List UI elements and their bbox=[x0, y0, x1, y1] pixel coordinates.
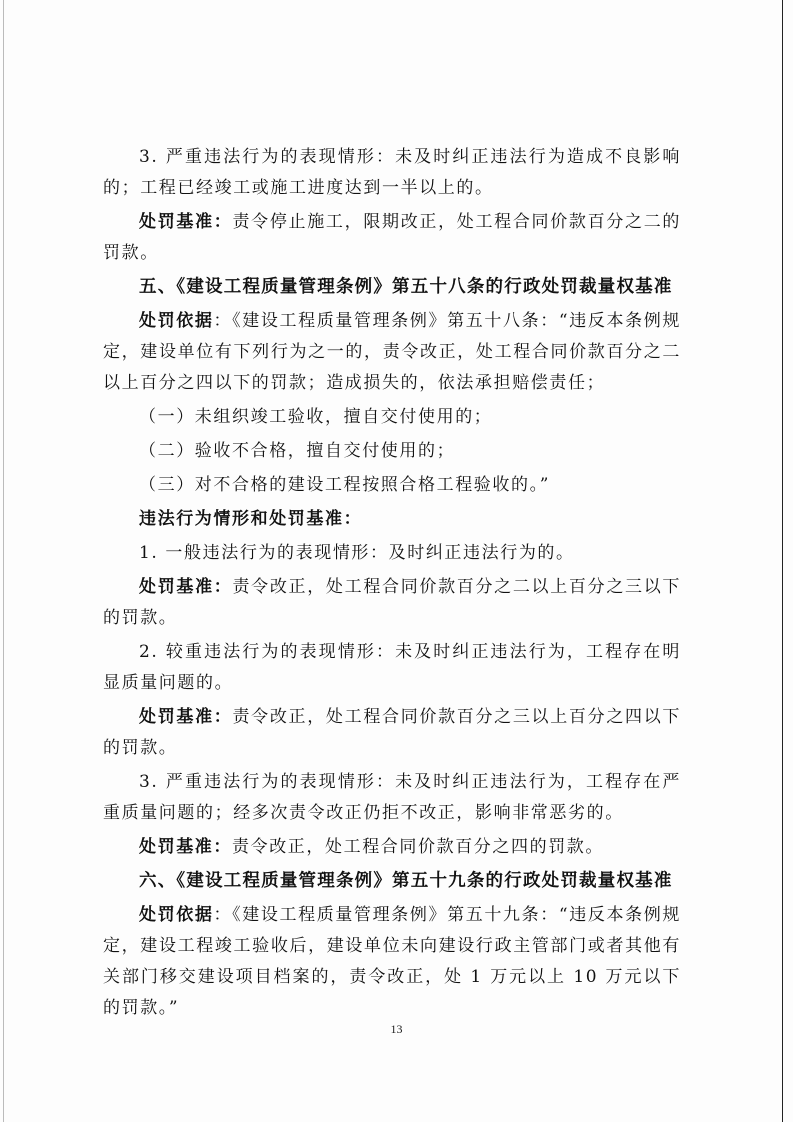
document-body bbox=[103, 142, 681, 1024]
paragraph-penalty-standard-1: 处罚基准：责令停止施工，限期改正，处工程合同价款百分之二的罚款。 bbox=[103, 212, 681, 263]
paragraph-general-violation: 1. 一般违法行为的表现情形：及时纠正违法行为的。 bbox=[139, 543, 575, 563]
paragraph-penalty-basis-58: 处罚依据：《建设工程质量管理条例》第五十八条：“违反本条例规定，建设单位有下列行为之一的，责令改正，处工程合同价款百分之二以上百分之四以下的罚款；造成损失的，依法承担赔偿责任； bbox=[103, 311, 681, 393]
paragraph-severe-violation-2: 3. 严重违法行为的表现情形：未及时纠正违法行为，工程存在严重质量问题的；经多次责令改正仍拒不改正，影响非常恶劣的。 bbox=[103, 772, 681, 823]
list-item-3: （三）对不合格的建设工程按照合格工程验收的。” bbox=[139, 475, 550, 495]
list-item-1: （一）未组织竣工验收，擅自交付使用的； bbox=[139, 407, 493, 427]
subheading-violation-circumstances: 违法行为情形和处罚基准： bbox=[139, 509, 363, 529]
page-number: 13 bbox=[390, 1022, 403, 1036]
paragraph-serious-violation: 2. 较重违法行为的表现情形：未及时纠正违法行为，工程存在明显质量问题的。 bbox=[103, 642, 681, 693]
scan-edge-left bbox=[3, 0, 4, 1122]
scan-edge-right bbox=[782, 0, 783, 1122]
list-item-2: （二）验收不合格，擅自交付使用的； bbox=[139, 441, 456, 461]
paragraph-severe-violation-1: 3. 严重违法行为的表现情形：未及时纠正违法行为造成不良影响的；工程已经竣工或施工进度达到一半以上的。 bbox=[103, 147, 681, 198]
paragraph-penalty-basis-59: 处罚依据：《建设工程质量管理条例》第五十九条：“违反本条例规定，建设工程竣工验收后，建设单位未向建设行政主管部门或者其他有关部门移交建设项目档案的，责令改正，处 1 万元以上 10 万元以下的罚款。” bbox=[103, 905, 681, 1018]
paragraph-penalty-standard-2: 处罚基准：责令改正，处工程合同价款百分之二以上百分之三以下的罚款。 bbox=[103, 577, 681, 628]
section-heading-5: 五、《建设工程质量管理条例》第五十八条的行政处罚裁量权基准 bbox=[139, 277, 673, 297]
paragraph-penalty-standard-3: 处罚基准：责令改正，处工程合同价款百分之三以上百分之四以下的罚款。 bbox=[103, 707, 681, 758]
paragraph-penalty-standard-4: 处罚基准：责令改正，处工程合同价款百分之四的罚款。 bbox=[139, 837, 604, 857]
section-heading-6: 六、《建设工程质量管理条例》第五十九条的行政处罚裁量权基准 bbox=[139, 871, 673, 891]
